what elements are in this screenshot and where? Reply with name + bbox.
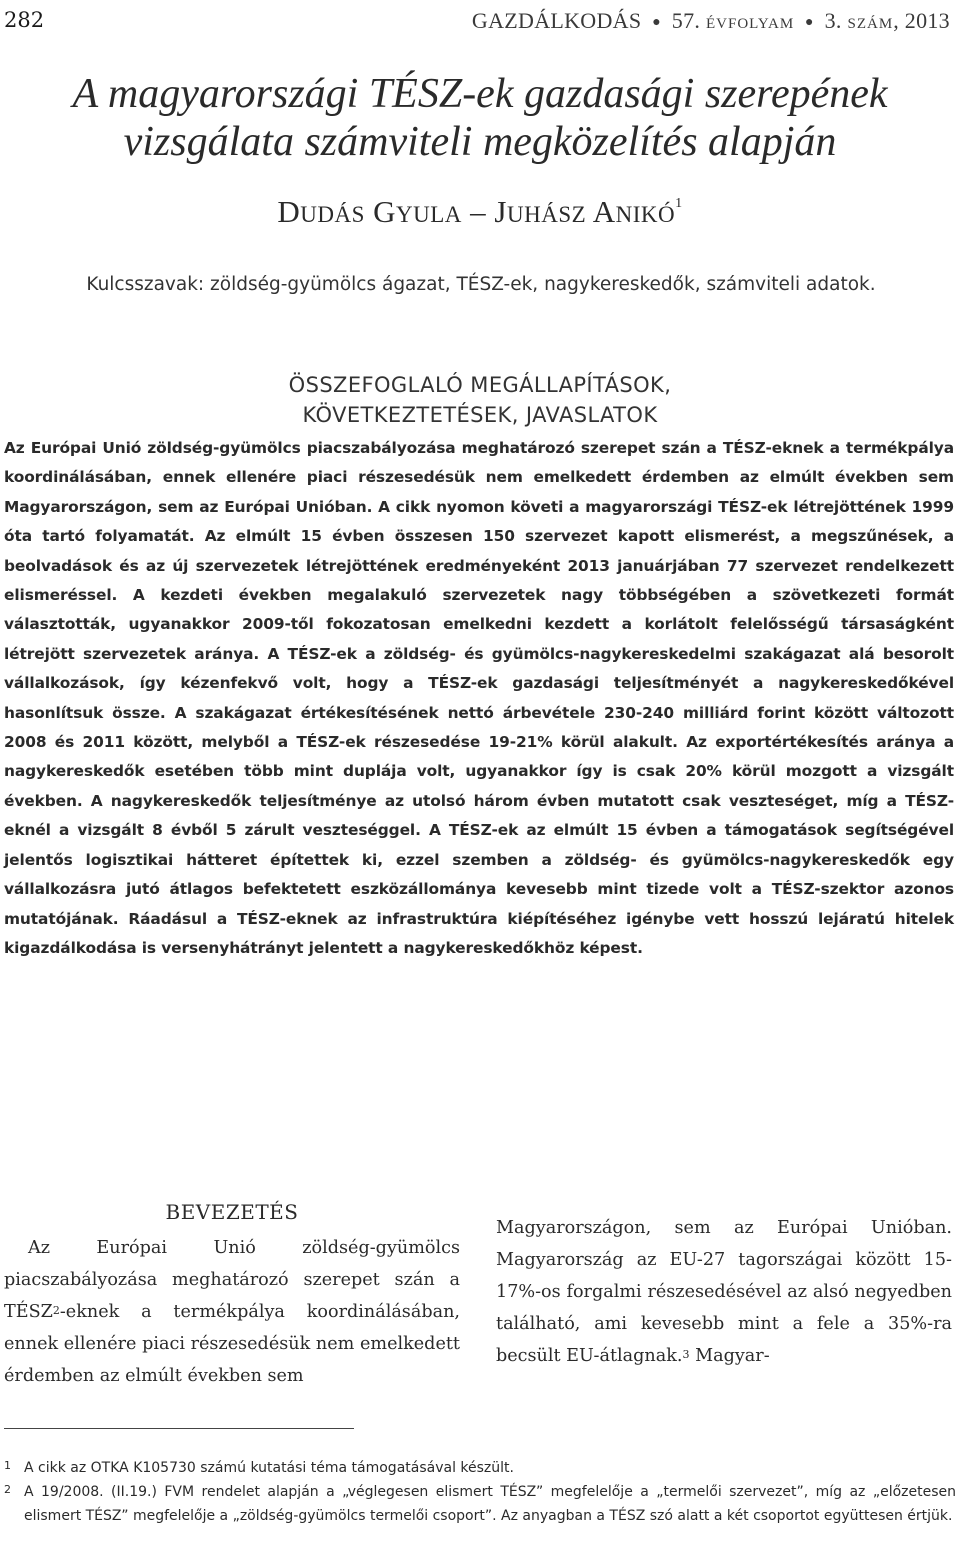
author2-surname-rest: UHÁSZ [507,202,587,227]
introduction-heading: BEVEZETÉS [165,1200,299,1224]
author1-surname-rest: UDÁS [300,202,365,227]
keywords: Kulcsszavak: zöldség-gyümölcs ágazat, TÉSZ-ek, nagykereskedők, számviteli adatok. [86,274,876,295]
footnote-text: A cikk az OTKA K105730 számú kutatási téma támogatásával készült. [24,1460,514,1476]
article-title [0,70,960,166]
issue-number: 3. [824,8,842,33]
introduction-left-column [4,1196,460,1392]
volume-label: ÉVFOLYAM [706,16,795,32]
intro-left-part-2: -eknek a termékpálya koordinálásában, ennek ellenére piaci részesedésük nem emelkedett érdemben az elmúlt években sem [4,1302,460,1386]
page-number: 282 [4,8,45,32]
page-header [4,4,954,38]
summary-heading-line-1: ÖSSZEFOGLALÓ MEGÁLLAPÍTÁSOK, [288,373,672,397]
footnote-marker-2: 2 [52,1304,60,1317]
author2-given-initial: A [592,194,616,229]
author1-given-initial: G [373,194,397,229]
footnotes [4,1456,956,1528]
footnote-number: 1 [4,1459,11,1472]
separator-dot-2: ● [805,15,814,30]
author2-surname-initial: J [494,194,507,229]
summary-heading-line-2: KÖVETKEZTETÉSEK, JAVASLATOK [302,403,658,427]
footnote-number: 2 [4,1483,11,1496]
footnote-1 [4,1456,956,1480]
summary-heading [0,370,960,430]
title-line-2: vizsgálata számviteli megközelítés alapján [123,119,837,165]
author-footnote-marker: 1 [675,196,683,211]
intro-left-part-1: Az Európai Unió zöldség-gyümölcs piacszabályozása meghatározó szerepet szán a TÉSZ [4,1238,460,1322]
introduction-right-column [496,1212,952,1372]
year: , 2013 [893,8,950,33]
separator-dot: ● [652,15,661,30]
summary-paragraph: Az Európai Unió zöldség-gyümölcs piacszabályozása meghatározó szerepet szán a TÉSZ-eknek a termékpálya koordinálásában, ennek ellenére piaci részesedésük nem emelkedett érdemben az elmúlt években sem Magyarországon, sem az Európai Unióban. A cikk nyomon követi a magyarországi TÉSZ-ek létrejöttének 1999 óta tartó folyamatát. Az elmúlt 15 évben összesen 150 szervezet kapott elismerést, a megszűnések, a beolvadások és az új szervezetek létrejöttének eredményeként 2013 januárjában 77 szervezet rendelkezett elismeréssel. A kezdeti években megalakuló szervezetek nagy többségében a szövetkezeti formát választották, ugyanakkor 2009-től fokozatosan emelkedni kezdett a korlátolt felelősségű társaságként létrejött szervezetek aránya. A TÉSZ-ek a zöldség- és gyümölcs-nagykereskedelmi szakágazat alá besorolt vállalkozások, így kézenfekvő volt, hogy a TÉSZ-ek gazdasági teljesítményét a nagykereskedőkével hasonlítsuk össze. A szakágazat értékesítésének nettó árbevétele 230-240 milliárd forint között változott 2008 és 2011 között, melyből a TÉSZ-ek részesedése 19-21% körül alakult. Az exportértékesítés aránya a nagykereskedők esetében több mint duplája volt, ugyanakkor így is csak 20% körül mozgott a vizsgált években. A nagykereskedők teljesítménye az utolsó három évben mutatott csak veszteséget, míg a TÉSZ-eknél a vizsgált 8 évből 5 zárult veszteséggel. A TÉSZ-ek az elmúlt 15 évben a támogatások segítségével jelentős logisztikai hátteret építettek ki, ezzel szemben a zöldség- és gyümölcs-nagykereskedők egy vállalkozásra jutó átlagos befektetett eszközállománya kevesebb mint tizede volt a TÉSZ-szektor azonos mutatójának. Ráadásul a TÉSZ-eknek az infrastruktúra kiépítéséhez igénybe vett hosszú lejáratú hitelek kigazdálkodása is versenyhátrányt jelentett a nagykereskedőkhöz képest. [4,439,954,957]
volume-number: 57. [671,8,701,33]
author-dash: – [470,194,487,229]
introduction-left-text [4,1232,460,1392]
footnote-marker-3: 3 [682,1348,690,1361]
author1-surname-initial: D [277,194,301,229]
intro-right-part-1: Magyarországon, sem az Európai Unióban. Magyarország az EU-27 tagországai között 15-17%-os forgalmi részesedésével az alsó negyedben található, ami kevesebb mint a fele a 35%-ra becsült EU-átlagnak. [496,1218,952,1366]
journal-info [472,8,950,34]
journal-name: GAZDÁLKODÁS [471,8,642,33]
title-line-1: A magyarországi TÉSZ-ek gazdasági szerepének [72,71,888,117]
footnote-divider [4,1428,354,1429]
footnote-text: A 19/2008. (II.19.) FVM rendelet alapján a „véglegesen elismert TÉSZ” megfelelője a „termelői szervezet”, míg az „előzetesen elismert TÉSZ” megfelelője a „zöldség-gyümölcs termelői csoport”. Az anyagban a TÉSZ szó alatt a két csoportot együttesen értjük. [24,1484,956,1524]
author2-given-rest: NIKÓ [615,202,676,227]
footnote-2 [4,1480,956,1528]
author1-given-rest: YULA [396,202,462,227]
author-line [0,194,960,230]
intro-right-part-2: Magyar- [689,1346,770,1366]
issue-label: SZÁM [847,16,894,32]
